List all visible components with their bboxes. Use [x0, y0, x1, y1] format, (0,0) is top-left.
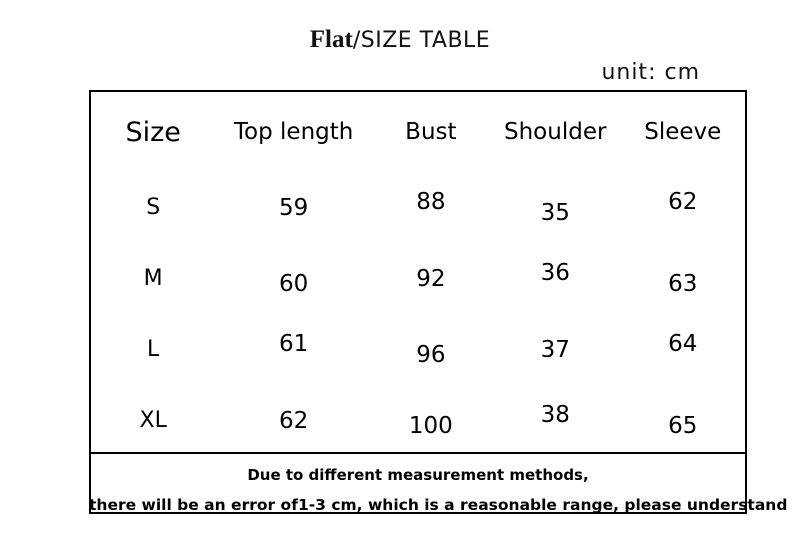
- page-title-secondary: /SIZE TABLE: [352, 28, 491, 53]
- table-row: [91, 385, 745, 456]
- table-row: [91, 172, 745, 243]
- size-table-header: [91, 92, 745, 172]
- page-title-primary: Flat: [309, 26, 353, 53]
- cell-sleeve: 62: [668, 188, 698, 215]
- cell-sleeve: 64: [668, 330, 698, 357]
- cell-top-length: 60: [278, 270, 309, 297]
- measurement-note-line-1: Due to different measurement methods,: [247, 466, 589, 484]
- cell-sleeve: 65: [668, 412, 698, 439]
- column-header-top-length: Top length: [233, 119, 354, 145]
- cell-size: S: [146, 195, 161, 220]
- cell-shoulder: 35: [540, 199, 570, 226]
- cell-top-length: 61: [278, 330, 309, 357]
- size-table-body: [91, 172, 745, 456]
- cell-bust: 100: [408, 412, 453, 439]
- table-header-row: [91, 92, 745, 172]
- cell-size: XL: [139, 408, 167, 433]
- cell-size: M: [143, 266, 163, 291]
- measurement-note: [89, 452, 788, 514]
- column-header-size: Size: [125, 116, 181, 148]
- cell-top-length: 62: [278, 407, 309, 434]
- column-header-shoulder: Shoulder: [504, 119, 607, 145]
- unit-label: unit: cm: [601, 60, 700, 85]
- cell-sleeve: 63: [668, 270, 698, 297]
- size-table: [91, 92, 745, 456]
- table-row: [91, 243, 745, 314]
- cell-shoulder: 36: [540, 259, 570, 286]
- table-row: [91, 314, 745, 385]
- column-header-bust: Bust: [405, 119, 457, 145]
- cell-size: L: [147, 337, 160, 362]
- measurement-note-line-2: there will be an error of1-3 cm, which is a reasonable range, please understand: [89, 496, 788, 514]
- column-header-sleeve: Sleeve: [644, 119, 722, 145]
- cell-bust: 92: [416, 265, 446, 292]
- cell-shoulder: 38: [540, 401, 570, 428]
- cell-bust: 96: [416, 341, 446, 368]
- size-table-container: [89, 90, 747, 514]
- cell-shoulder: 37: [540, 336, 570, 363]
- page-title: [0, 26, 800, 54]
- cell-bust: 88: [416, 188, 446, 215]
- cell-top-length: 59: [278, 194, 309, 221]
